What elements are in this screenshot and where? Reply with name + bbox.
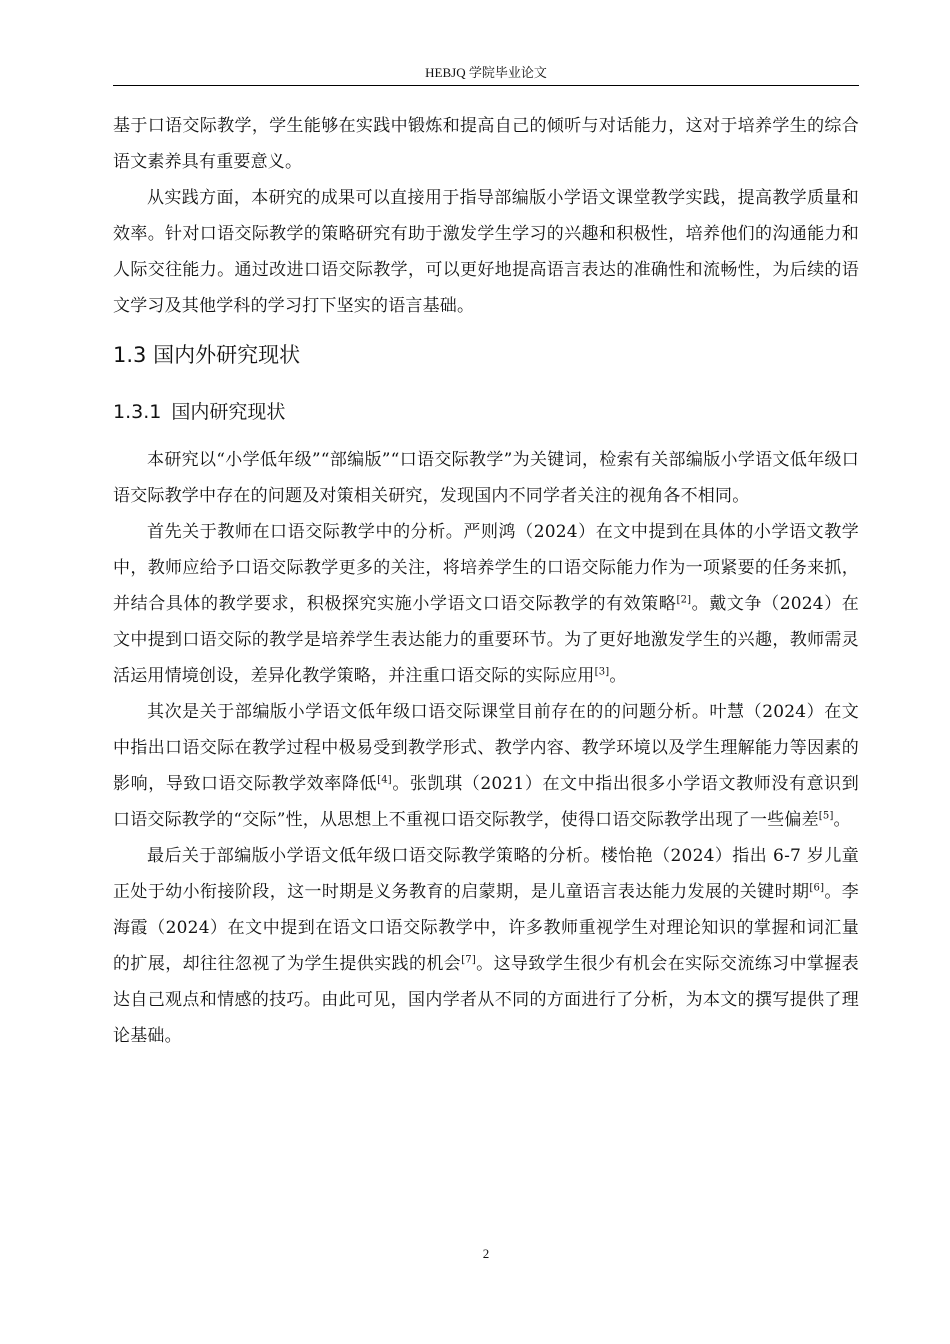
text-segment: 。李海霞（2024）在文中提到在语文口语交际教学中，许多教师重视学生对理论知识的掌握和词汇量的扩展，却往往忽视了为学生提供实践的机会 [113, 882, 859, 974]
paragraph-keywords: 本研究以“小学低年级”“部编版”“口语交际教学”为关键词，检索有关部编版小学语文低年级口语交际教学中存在的问题及对策相关研究，发现国内不同学者关注的视角各不相同。 [113, 450, 859, 506]
text-segment: 最后关于部编版小学语文低年级口语交际教学策略的分析。楼怡艳（2024）指出 6-7 岁儿童正处于幼小衔接阶段，这一时期是义务教育的启蒙期，是儿童语言表达能力发展的关键时期 [113, 846, 859, 902]
page-number: 2 [482, 1246, 490, 1261]
text-segment: 。戴文争（2024）在文中提到口语交际的教学是培养学生表达能力的重要环节。为了更好地激发学生的兴趣，教师需灵活运用情境创设，差异化教学策略，并注重口语交际的实际应用 [113, 594, 860, 686]
citation-ref: [6] [809, 882, 825, 894]
paragraph-continuation: 基于口语交际教学，学生能够在实践中锻炼和提高自己的倾听与对话能力，这对于培养学生的综合语文素养具有重要意义。 [113, 116, 859, 172]
subsection-title: 国内研究现状 [171, 401, 286, 423]
running-header: HEBJQ 学院毕业论文 [425, 65, 547, 80]
text-segment: 其次是关于部编版小学语文低年级口语交际课堂目前存在的的问题分析。叶慧（2024）在文中指出口语交际在教学过程中极易受到教学形式、教学内容、教学环境以及学生理解能力等因素的影响，导致口语交际教学效率降低 [113, 702, 859, 794]
text-segment: 。 [833, 810, 851, 830]
header-divider [113, 85, 859, 86]
subsection-number: 1.3.1 [113, 401, 162, 423]
citation-ref: [2] [676, 594, 692, 606]
section-heading: 1.3 国内外研究现状 [113, 343, 301, 367]
paragraph-problem-analysis [113, 694, 859, 838]
page-body [113, 108, 859, 1054]
text-segment: 首先关于教师在口语交际教学中的分析。严则鸿（2024）在文中提到在具体的小学语文教学中，教师应给予口语交际教学更多的关注，将培养学生的口语交际能力作为一项紧要的任务来抓，并结合具体的教学要求，积极探究实施小学语文口语交际教学的有效策略 [113, 522, 859, 614]
text-segment: 。 [609, 666, 627, 686]
paragraph-teacher-analysis [113, 514, 859, 694]
subsection-heading [113, 382, 859, 442]
citation-ref: [5] [818, 810, 834, 822]
text-segment: 。这导致学生很少有机会在实际交流练习中掌握表达自己观点和情感的技巧。由此可见，国内学者从不同的方面进行了分析，为本文的撰写提供了理论基础。 [113, 954, 859, 1046]
citation-ref: [7] [461, 954, 476, 966]
paragraph-strategy-analysis [113, 838, 859, 1054]
citation-ref: [4] [377, 774, 392, 786]
text-segment: 。张凯琪（2021）在文中指出很多小学语文教师没有意识到口语交际教学的“交际”性，从思想上不重视口语交际教学，使得口语交际教学出现了一些偏差 [113, 774, 859, 830]
paragraph-practical-significance: 从实践方面，本研究的成果可以直接用于指导部编版小学语文课堂教学实践，提高教学质量和效率。针对口语交际教学的策略研究有助于激发学生学习的兴趣和积极性，培养他们的沟通能力和人际交往能力。通过改进口语交际教学，可以更好地提高语言表达的准确性和流畅性，为后续的语文学习及其他学科的学习打下坚实的语言基础。 [113, 188, 859, 316]
citation-ref: [3] [594, 666, 610, 678]
